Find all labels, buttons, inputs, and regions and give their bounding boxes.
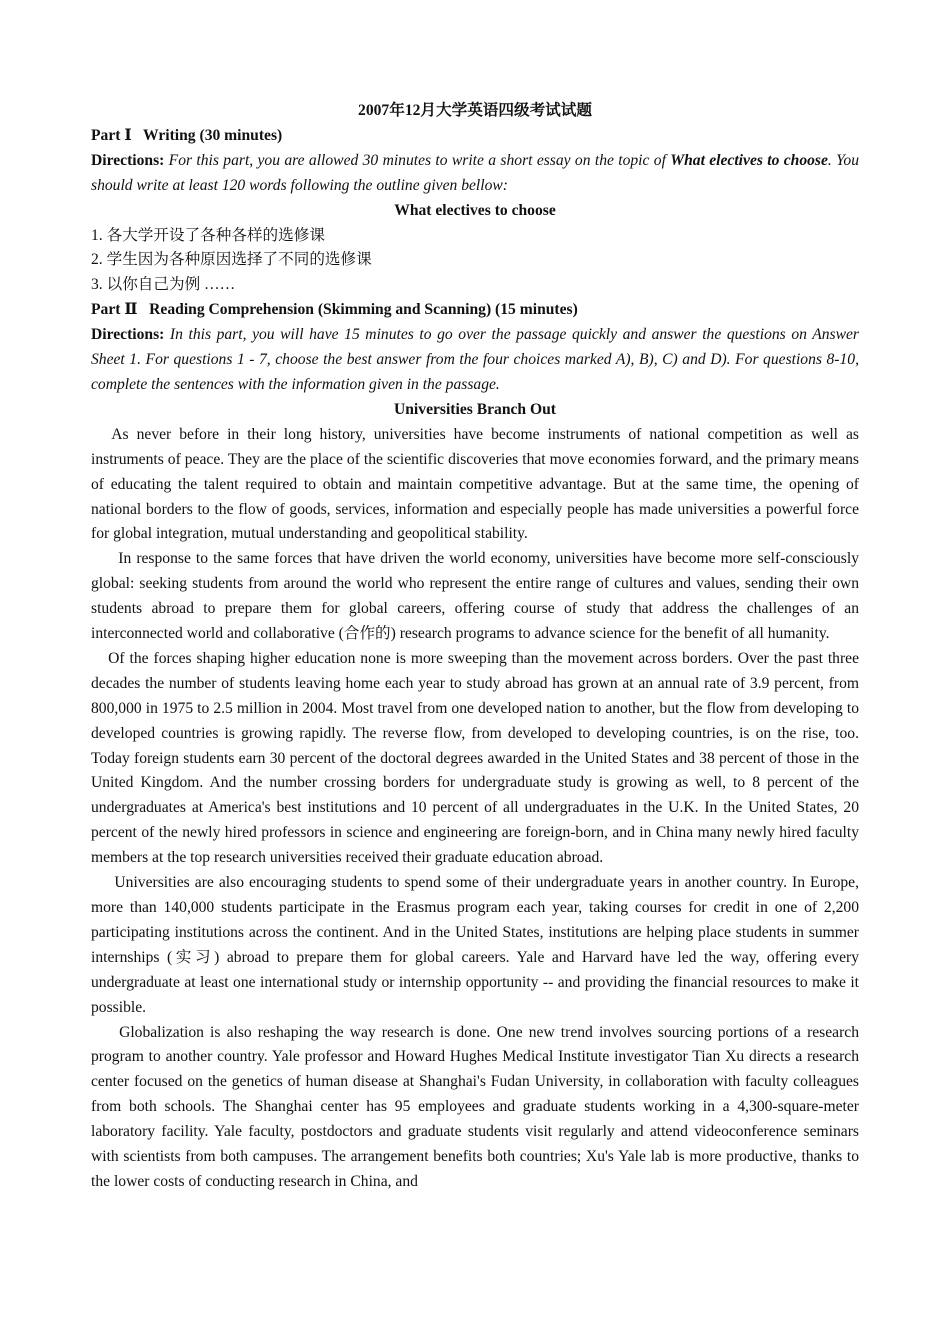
part1-directions-text (91, 152, 859, 194)
part1-directions-label: Directions: (91, 151, 165, 169)
outline-item-3: 3. 以你自己为例 …… (91, 276, 236, 294)
passage-paragraph-2: In response to the same forces that have driven the world economy, universities have become more self-consciously global: seeking students from around the world who represent the entire range of cultures and values, sending their own students abroad to prepare them for global careers, offering course of study that address the challenges of an interconnected world and collaborative (合作的) research programs to advance science for the benefit of all humanity. (91, 550, 859, 643)
passage-title: Universities Branch Out (394, 400, 556, 418)
passage-paragraph-5: Globalization is also reshaping the way research is done. One new trend involves sourcing portions of a research program to another country. Yale professor and Howard Hughes Medical Institute investigator Tian Xu directs a research center focused on the genetics of human disease at Shanghai's Fudan University, in collaboration with faculty colleagues from both schools. The Shanghai center has 95 employees and graduate students working in a 4,300-square-meter laboratory facility. Yale faculty, postdoctors and graduate students visit regularly and attend videoconference seminars with scientists from both campuses. The arrangement benefits both countries; Xu's Yale lab is more productive, thanks to the lower costs of conducting research in China, and (91, 1023, 859, 1190)
passage-paragraph-1: As never before in their long history, universities have become instruments of national competition as well as instruments of peace. They are the place of the scientific discoveries that move economies forward, and the primary means of educating the talent required to obtain and maintain competitive advantage. But at the same time, the opening of national borders to the flow of goods, services, information and especially people has made universities a powerful force for global integration, mutual understanding and geopolitical stability. (91, 425, 859, 543)
part1-directions-topic: What electives to choose (670, 151, 828, 169)
part2-directions (91, 323, 859, 398)
part1-directions-post: . You should write at least 120 words following the outline given bellow: (91, 151, 859, 194)
exam-title: 2007年12月大学英语四级考试试题 (358, 102, 592, 119)
part1-directions (91, 149, 859, 199)
outline-item-1: 1. 各大学开设了各种各样的选修课 (91, 226, 325, 244)
passage-paragraph-3: Of the forces shaping higher education none is more sweeping than the movement across borders. Over the past three decades the number of students leaving home each year to study abroad has grown at an annual rate of 3.9 percent, from 800,000 in 1975 to 2.5 million in 2004. Most travel from one developed nation to another, but the flow from developing to developed countries is growing rapidly. The reverse flow, from developed to developing countries, is on the rise, too. Today foreign students earn 30 percent of the doctoral degrees awarded in the United States and 38 percent of those in the United Kingdom. And the number crossing borders for undergraduate study is growing as well, to 8 percent of the undergraduates at America's best institutions and 10 percent of all undergraduates in the U.K. In the United States, 20 percent of the newly hired professors in science and engineering are foreign-born, and in China many newly hired faculty members at the top research universities received their graduate education abroad. (91, 649, 859, 867)
part2-directions-text: In this part, you will have 15 minutes to go over the passage quickly and answer the questions on Answer Sheet 1. For questions 1 - 7, choose the best answer from the four choices marked A), B), C) and D). For questions 8-10, complete the sentences with the information given in the passage. (91, 326, 859, 393)
document-page (91, 99, 859, 1195)
part2-heading: Part Ⅱ Reading Comprehension (Skimming and Scanning) (15 minutes) (91, 301, 578, 319)
part1-directions-pre: For this part, you are allowed 30 minutes to write a short essay on the topic of (164, 151, 671, 169)
passage-paragraph-4: Universities are also encouraging students to spend some of their undergraduate years in another country. In Europe, more than 140,000 students participate in the Erasmus program each year, taking courses for credit in one of 2,200 participating institutions across the continent. And in the United States, institutions are helping place students in summer internships (实习) abroad to prepare them for global careers. Yale and Harvard have led the way, offering every undergraduate at least one international study or internship opportunity -- and providing the financial resources to make it possible. (91, 874, 859, 1016)
outline-item-2: 2. 学生因为各种原因选择了不同的选修课 (91, 251, 372, 269)
part2-directions-label: Directions: (91, 326, 165, 344)
essay-title: What electives to choose (394, 201, 556, 219)
part1-heading: Part Ⅰ Writing (30 minutes) (91, 126, 283, 144)
